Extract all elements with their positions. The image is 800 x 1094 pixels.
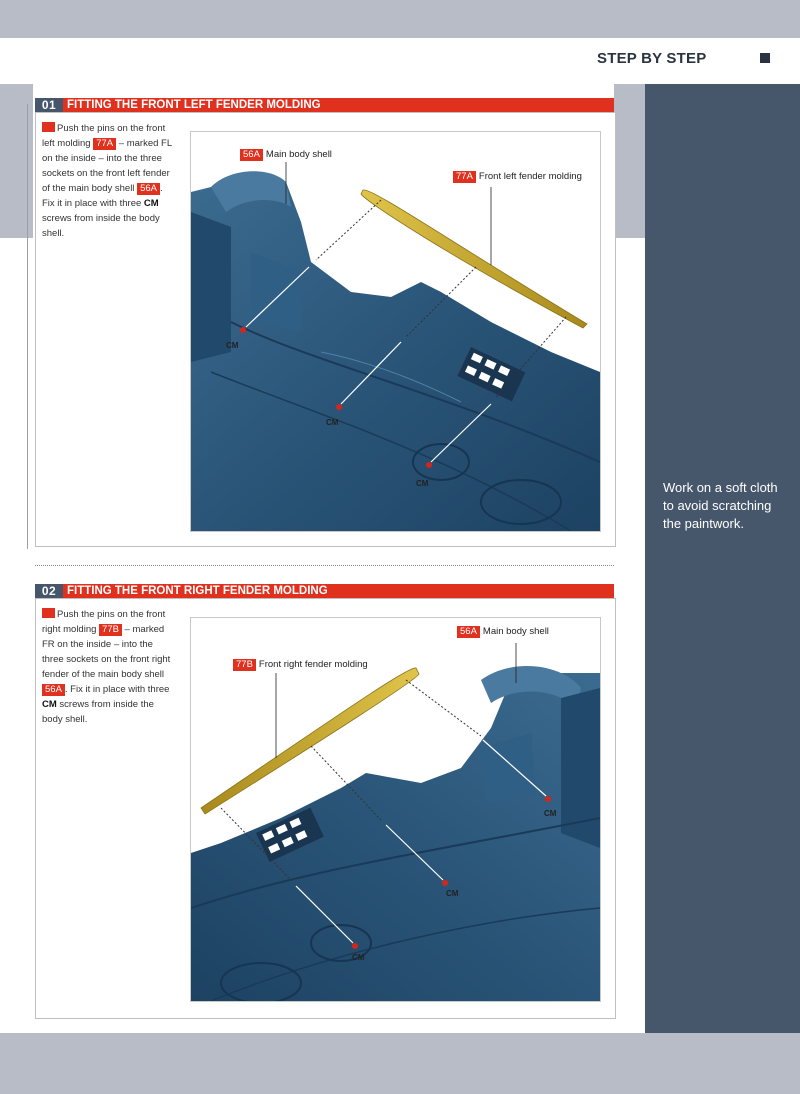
body-shell-left-illustration [191, 132, 600, 531]
bullet-icon [42, 608, 55, 618]
margin-rule [27, 104, 28, 549]
callout-front-left-fender-molding: 77A Front left fender molding [453, 171, 582, 183]
screw-label: CM [326, 418, 339, 427]
callout-main-body-shell: 56A Main body shell [457, 626, 549, 638]
screw-label: CM [352, 953, 365, 962]
screw-label: CM [226, 341, 239, 350]
screw-label: CM [446, 889, 459, 898]
part-tag: 77B [99, 624, 122, 636]
section-2-number: 02 [35, 584, 63, 598]
body-shell-right-illustration [191, 618, 600, 1001]
callout-main-body-shell: 56A Main body shell [240, 149, 332, 161]
tip-text: Work on a soft cloth to avoid scratching the paintwork. [663, 480, 778, 531]
screw-label: CM [416, 479, 429, 488]
bottom-band [0, 1033, 800, 1094]
side-panel [645, 84, 800, 1033]
part-tag: 56A [42, 684, 65, 696]
section-1-number: 01 [35, 98, 63, 112]
page-header-title: STEP BY STEP [597, 50, 707, 67]
section-1-illustration [190, 131, 601, 532]
right-gray-band [614, 84, 645, 238]
section-1-title: FITTING THE FRONT LEFT FENDER MOLDING [67, 99, 321, 111]
callout-front-right-fender-molding: 77B Front right fender molding [233, 659, 368, 671]
header-square-icon [760, 53, 770, 63]
screw-label: CM [544, 809, 557, 818]
section-1-instructions: Push the pins on the front left molding 77A – marked FL on the inside – into the three sockets on the front left fender of the main body shell 56A . Fix it in place with three CM screws from inside the body shell. [42, 123, 172, 239]
section-divider [35, 565, 614, 566]
bullet-icon [42, 122, 55, 132]
part-tag: 77A [93, 138, 116, 150]
section-2-title: FITTING THE FRONT RIGHT FENDER MOLDING [67, 585, 328, 597]
section-2-illustration [190, 617, 601, 1002]
part-tag: 56A [137, 183, 160, 195]
left-band [0, 84, 33, 238]
section-2-instructions: Push the pins on the front right molding 77B – marked FR on the inside – into the three sockets on the front right fender of the main body shell 56A . Fix it in place with three CM screws from inside the body shell. [42, 609, 171, 725]
top-band [0, 0, 800, 38]
